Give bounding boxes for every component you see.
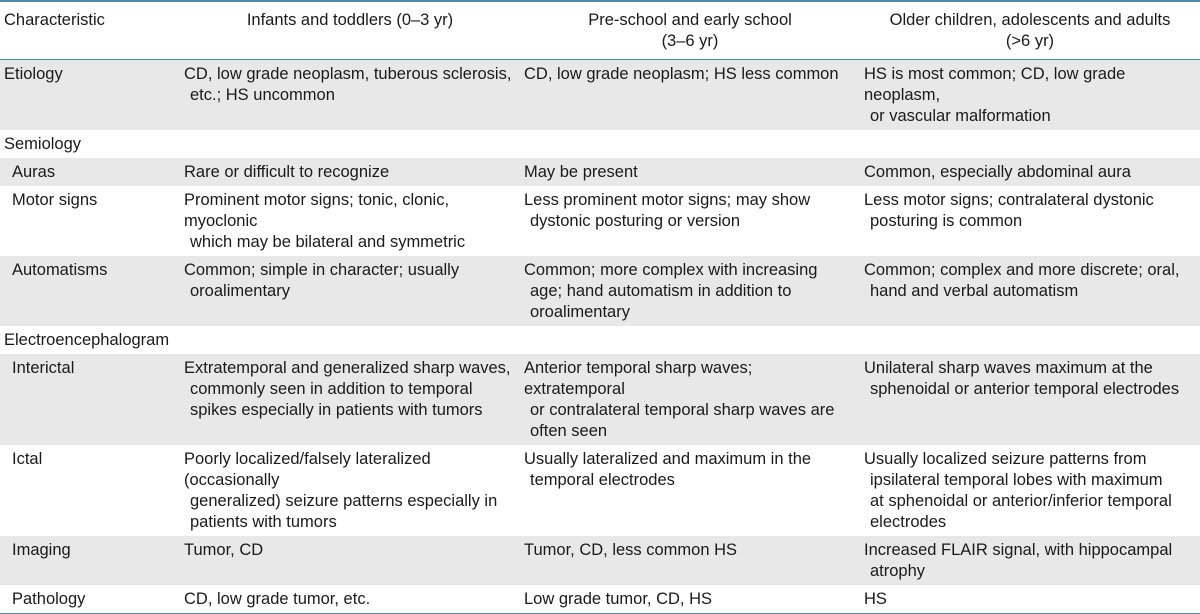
cell-infants [180, 354, 520, 445]
cell-preschool [520, 445, 860, 536]
cell-older [860, 354, 1200, 445]
cell-infants [180, 158, 520, 186]
cell-infants [180, 256, 520, 326]
cell-line: temporal electrodes [530, 471, 675, 489]
header-row [0, 1, 1200, 60]
cell-line: commonly seen in addition to temporal [190, 380, 473, 398]
cell-line: HS is most common; CD, low grade neoplasm, [864, 65, 1126, 104]
cell-line: or contralateral temporal sharp waves are [530, 401, 835, 419]
row-label: Semiology [0, 130, 180, 158]
cell-older [860, 445, 1200, 536]
cell-line: Anterior temporal sharp waves; extratemporal [524, 359, 753, 398]
cell-older [860, 256, 1200, 326]
table-row [0, 186, 1200, 256]
row-label: Electroencephalogram [0, 326, 180, 354]
cell-preschool [520, 354, 860, 445]
cell-infants [180, 536, 520, 585]
cell-infants [180, 60, 520, 131]
header-preschool [520, 1, 860, 60]
cell-line: Rare or difficult to recognize [184, 163, 390, 181]
cell-preschool [520, 326, 860, 354]
cell-line: oroalimentary [530, 303, 630, 321]
cell-preschool [520, 536, 860, 585]
table-row [0, 256, 1200, 326]
cell-line: Common; complex and more discrete; oral, [864, 261, 1180, 279]
cell-older [860, 536, 1200, 585]
cell-line: Low grade tumor, CD, HS [524, 590, 712, 608]
cell-line: etc.; HS uncommon [190, 86, 335, 104]
cell-line: Unilateral sharp waves maximum at the [864, 359, 1153, 377]
cell-infants [180, 445, 520, 536]
cell-line: ipsilateral temporal lobes with maximum [870, 471, 1163, 489]
cell-older [860, 186, 1200, 256]
cell-line: spikes especially in patients with tumors [190, 401, 483, 419]
cell-line: or vascular malformation [870, 107, 1051, 125]
header-preschool-line1: Pre-school and early school [588, 11, 792, 29]
cell-line: generalized) seizure patterns especially in [190, 492, 498, 510]
row-label: Ictal [0, 445, 180, 536]
cell-line: Less motor signs; contralateral dystonic [864, 191, 1154, 209]
cell-line: atrophy [870, 562, 926, 580]
cell-infants [180, 326, 520, 354]
table-body [0, 60, 1200, 614]
header-older-line1: Older children, adolescents and adults [889, 11, 1171, 29]
cell-preschool [520, 186, 860, 256]
cell-line: age; hand automatism in addition to [530, 282, 792, 300]
cell-line: HS [864, 590, 887, 608]
cell-infants [180, 130, 520, 158]
cell-line: CD, low grade tumor, etc. [184, 590, 371, 608]
row-label: Auras [0, 158, 180, 186]
cell-line: Tumor, CD, less common HS [524, 541, 738, 559]
table-row [0, 60, 1200, 131]
row-label: Imaging [0, 536, 180, 585]
cell-line: Usually lateralized and maximum in the [524, 450, 812, 468]
table-row [0, 445, 1200, 536]
cell-line: CD, low grade neoplasm; HS less common [524, 65, 839, 83]
table-row [0, 536, 1200, 585]
cell-line: often seen [530, 422, 608, 440]
cell-older [860, 60, 1200, 131]
header-infants: Infants and toddlers (0–3 yr) [246, 11, 454, 29]
cell-line: Common, especially abdominal aura [864, 163, 1131, 181]
cell-preschool [520, 130, 860, 158]
cell-line: dystonic posturing or version [530, 212, 741, 230]
cell-line: CD, low grade neoplasm, tuberous sclerosis, [184, 65, 512, 83]
cell-older [860, 585, 1200, 614]
cell-line: Common; simple in character; usually [184, 261, 460, 279]
table-header [0, 1, 1200, 60]
header-preschool-line2: (3–6 yr) [661, 32, 719, 50]
cell-line: electrodes [870, 513, 947, 531]
cell-line: Tumor, CD [184, 541, 264, 559]
header-older-line2: (>6 yr) [1005, 32, 1055, 50]
cell-line: May be present [524, 163, 638, 181]
cell-line: Extratemporal and generalized sharp waves, [184, 359, 511, 377]
cell-line: sphenoidal or anterior temporal electrodes [870, 380, 1180, 398]
cell-preschool [520, 60, 860, 131]
cell-line: Less prominent motor signs; may show [524, 191, 811, 209]
cell-line: Common; more complex with increasing [524, 261, 818, 279]
cell-line: Increased FLAIR signal, with hippocampal [864, 541, 1173, 559]
row-label: Pathology [0, 585, 180, 614]
table-row [0, 326, 1200, 354]
cell-older [860, 158, 1200, 186]
header-characteristic: Characteristic [4, 11, 105, 29]
table-row [0, 354, 1200, 445]
row-label: Automatisms [0, 256, 180, 326]
cell-preschool [520, 158, 860, 186]
cell-line: hand and verbal automatism [870, 282, 1079, 300]
cell-line: patients with tumors [190, 513, 337, 531]
cell-infants [180, 585, 520, 614]
cell-line: at sphenoidal or anterior/inferior temporal [870, 492, 1172, 510]
cell-line: Prominent motor signs; tonic, clonic, myoclonic [184, 191, 450, 230]
cell-infants [180, 186, 520, 256]
cell-preschool [520, 585, 860, 614]
cell-line: oroalimentary [190, 282, 290, 300]
cell-older [860, 326, 1200, 354]
table-row [0, 130, 1200, 158]
row-label: Etiology [0, 60, 180, 131]
cell-line: Poorly localized/falsely lateralized (occasionally [184, 450, 431, 489]
table-row [0, 585, 1200, 614]
cell-preschool [520, 256, 860, 326]
row-label: Interictal [0, 354, 180, 445]
cell-line: which may be bilateral and symmetric [190, 233, 466, 251]
cell-older [860, 130, 1200, 158]
cell-line: posturing is common [870, 212, 1023, 230]
row-label: Motor signs [0, 186, 180, 256]
cell-line: Usually localized seizure patterns from [864, 450, 1147, 468]
header-older [860, 1, 1200, 60]
table-row [0, 158, 1200, 186]
